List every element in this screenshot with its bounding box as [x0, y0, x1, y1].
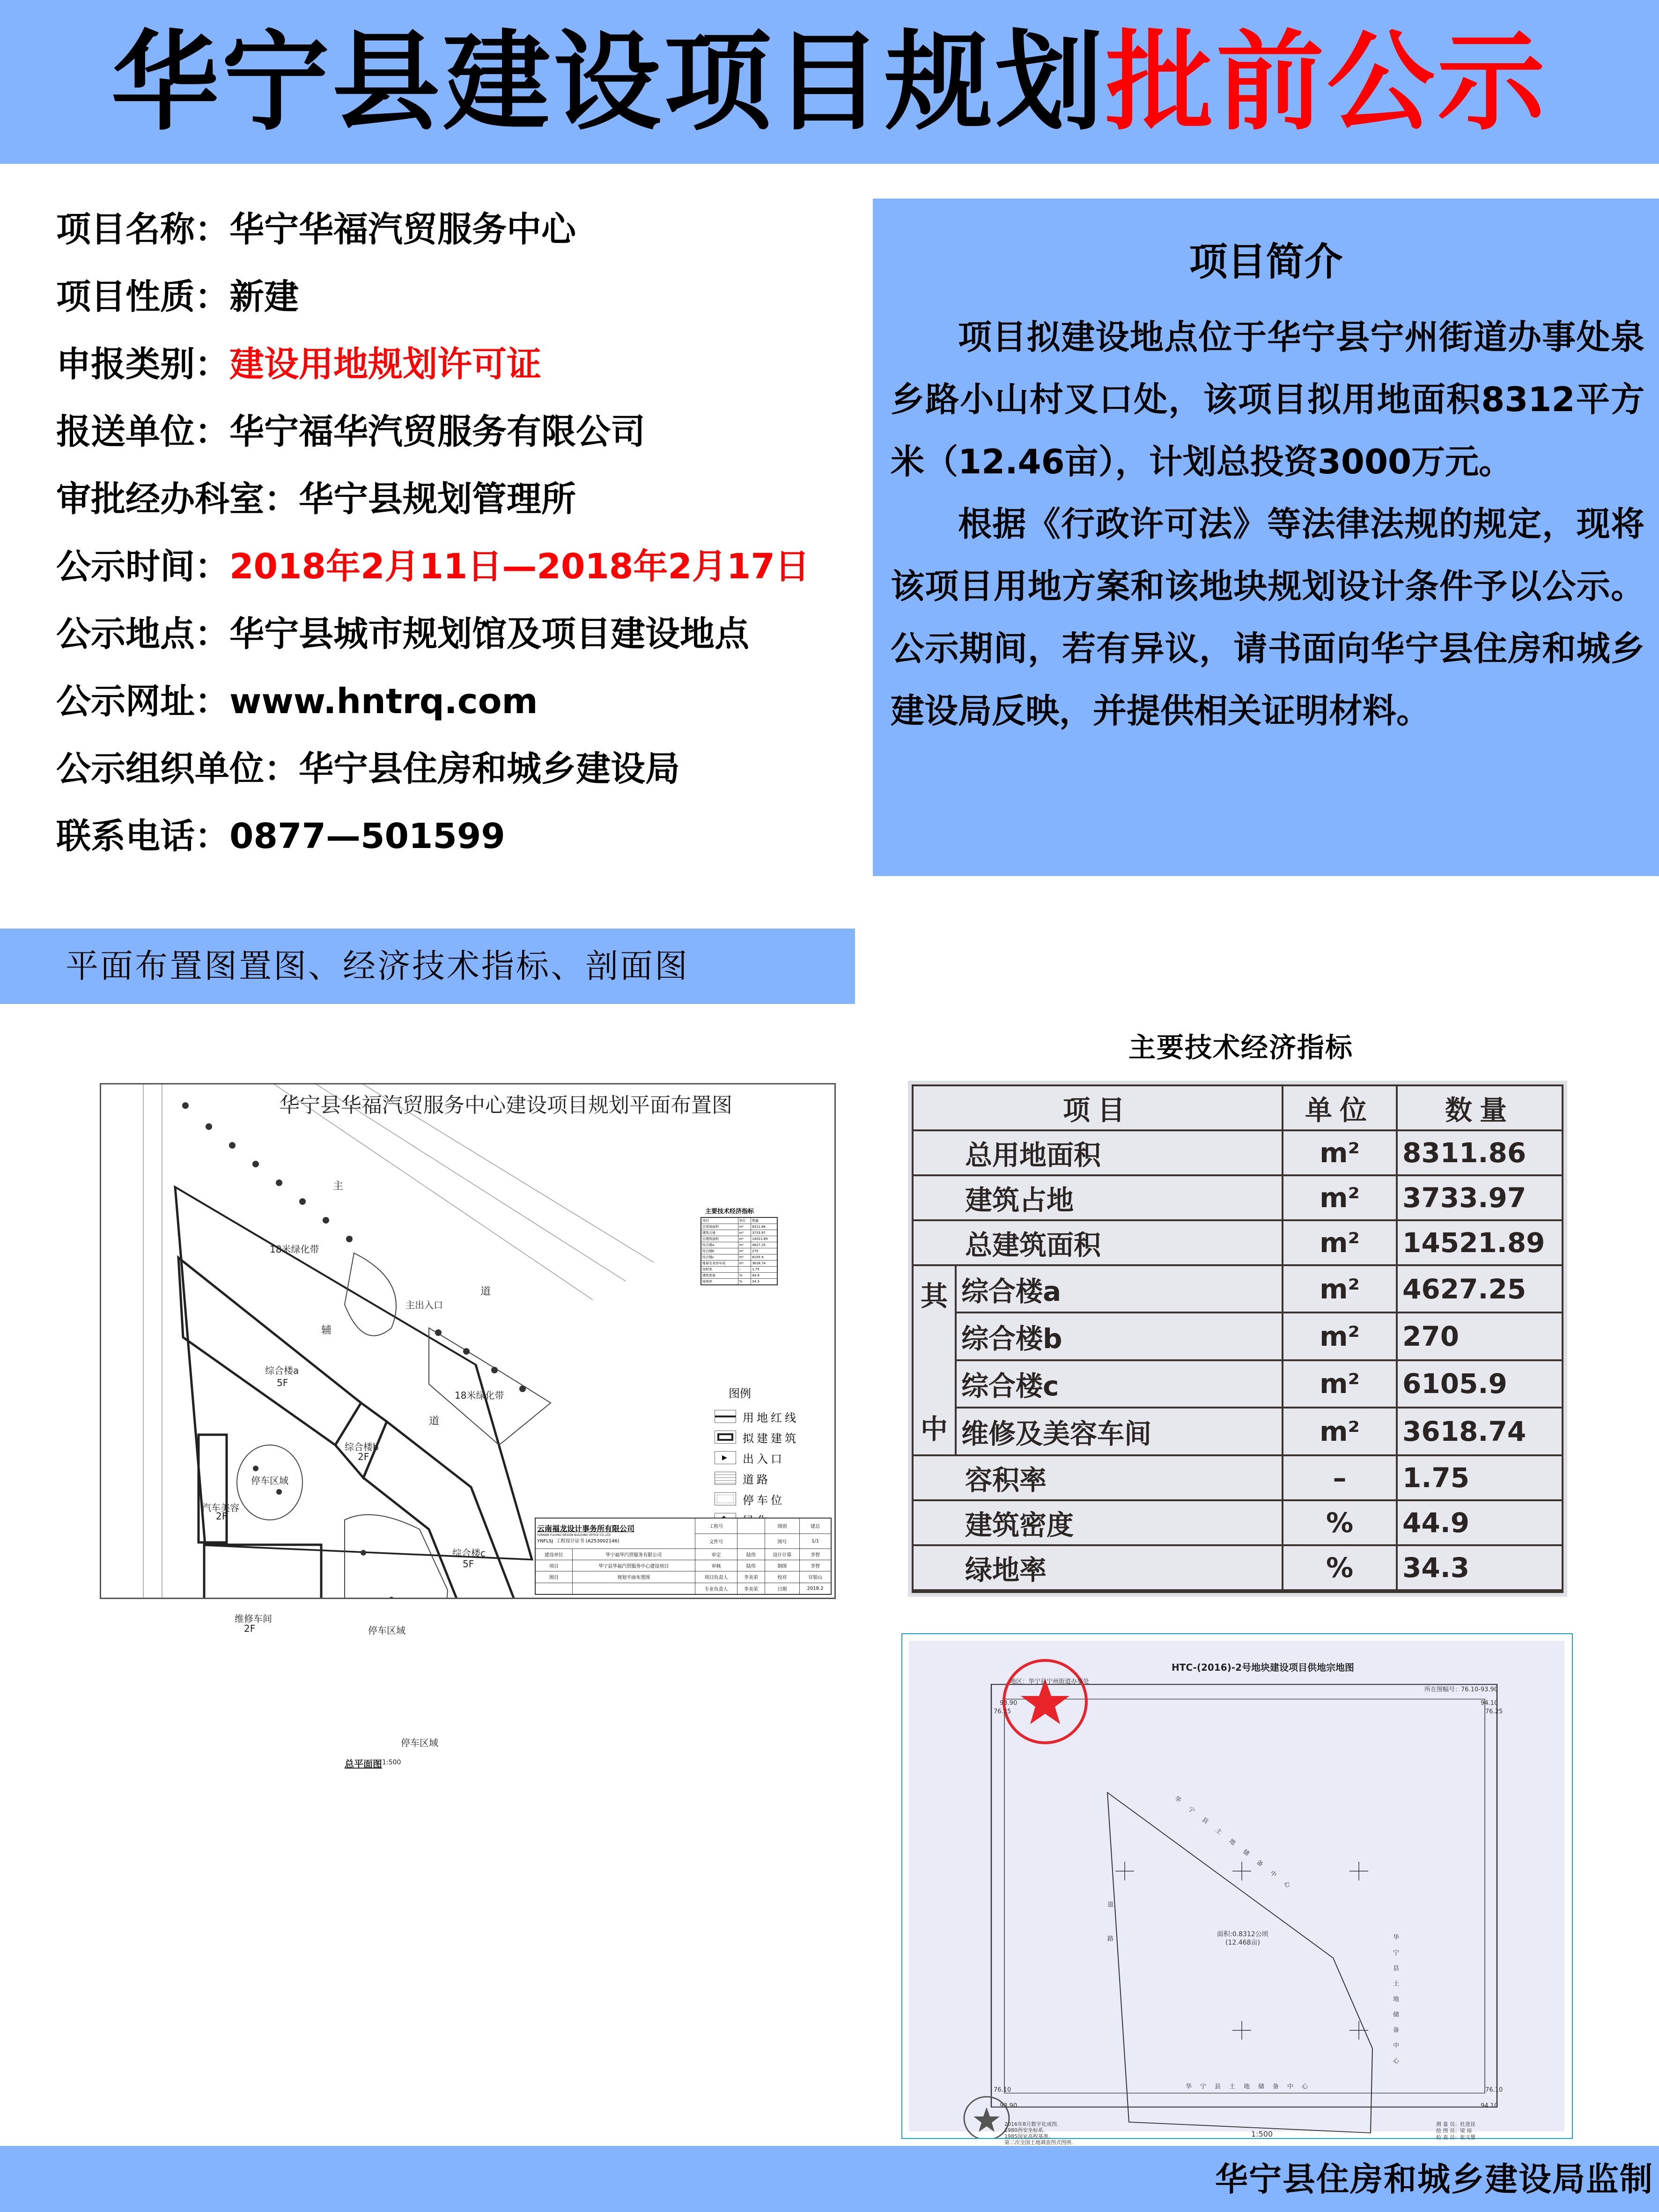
row-unit: m² [1283, 1130, 1397, 1175]
cell: m² [738, 1224, 751, 1230]
intro-paragraph: 项目拟建设地点位于华宁县宁州街道办事处泉乡路小山村叉口处，该项目拟用地面积8312平方米（12.46亩），计划总投资3000万元。 [891, 317, 1644, 481]
cell: m² [738, 1230, 751, 1236]
cell: 2018.2 [800, 1583, 831, 1594]
row-item: 绿地率 [913, 1545, 1283, 1590]
company-name: 云南福龙设计事务所有限公司 [537, 1524, 635, 1534]
parking-icon [715, 1492, 736, 1505]
cell: 建筑占地 [701, 1230, 738, 1236]
info-organizer [56, 745, 871, 792]
parcel-scale: 1:500 [1251, 2130, 1273, 2138]
info-value: 华宁县住房和城乡建设局 [299, 749, 680, 789]
cell: 华宁福华汽贸服务有限公司 [572, 1548, 695, 1560]
cell: 建设单位 [535, 1548, 572, 1560]
info-project-type [56, 273, 871, 320]
cell: 专业负责人 [695, 1583, 737, 1594]
table-row-empty [913, 1590, 1563, 1592]
cell: 制图 [765, 1560, 799, 1571]
row-item: 建筑占地 [913, 1175, 1283, 1220]
page-title-main: 华宁县建设项目规划 [111, 19, 1106, 145]
row-unit: m² [1283, 1312, 1397, 1360]
cell: 4627.25 [751, 1242, 777, 1248]
legend-item [715, 1468, 818, 1489]
land-parcel-map [901, 1633, 1573, 2146]
cell: 文件号 [695, 1534, 737, 1548]
table-row [913, 1500, 1563, 1545]
cell: 建总 [800, 1518, 831, 1534]
row-unit: % [1283, 1545, 1397, 1590]
info-project-name [56, 206, 871, 253]
label-parking: 停车区域 [368, 1625, 406, 1636]
cell: % [738, 1279, 751, 1285]
info-value: 华宁福华汽贸服务有限公司 [229, 412, 645, 452]
row-item: 综合楼c [956, 1360, 1283, 1408]
cell [535, 1583, 572, 1594]
label-plan-title: 总平面图 [345, 1758, 382, 1770]
row-item: 总建筑面积 [913, 1220, 1283, 1265]
legend-item [715, 1427, 818, 1447]
table-row [913, 1360, 1563, 1408]
note: 1980西安坐标系. [1004, 2127, 1045, 2133]
neighbor-label: 华宁县土地储备中心 [1392, 1934, 1399, 2073]
header-item: 项目 [913, 1085, 1283, 1130]
table-row [913, 1312, 1563, 1360]
cell: 6105.9 [751, 1254, 777, 1261]
info-phone [56, 813, 871, 860]
section-header-label: 平面布置图置图、经济技术指标、剖面图 [66, 947, 689, 985]
cell: 44.9 [751, 1273, 777, 1279]
info-label: 项目名称： [56, 209, 229, 250]
table-row [913, 1265, 1563, 1312]
phone-number: 0877—501599 [229, 816, 505, 856]
cell: m² [738, 1242, 751, 1248]
cell [572, 1583, 695, 1594]
cell [737, 1518, 765, 1534]
info-label: 报送单位： [56, 412, 229, 452]
cell: 审核 [695, 1560, 737, 1571]
cell: 270 [751, 1248, 777, 1254]
group-label-bottom: 中 [920, 1413, 948, 1445]
econ-indicators-table [908, 1081, 1567, 1597]
row-item: 综合楼b [956, 1312, 1283, 1360]
row-item: 建筑密度 [913, 1500, 1283, 1545]
table-row [913, 1455, 1563, 1500]
label-repair-workshop: 维修车间 [235, 1613, 272, 1624]
info-label: 项目性质： [56, 277, 229, 317]
cell: 设计计算 [765, 1548, 799, 1560]
header-banner [0, 0, 1659, 164]
cell: 容积率 [701, 1267, 738, 1273]
row-value: 3733.97 [1397, 1175, 1563, 1220]
cell: 图目 [535, 1571, 572, 1583]
neighbor-label: 道路 [1106, 1901, 1113, 1969]
group-label-top: 其 [920, 1280, 948, 1312]
note: 第二次全国土地调查图式图例. [1004, 2139, 1073, 2146]
row-unit: m² [1283, 1265, 1397, 1312]
cell: 建筑密度 [701, 1273, 738, 1279]
coord-label: 94.10 [1481, 2102, 1498, 2109]
row-value: 270 [1397, 1312, 1563, 1360]
cell: 校对 [765, 1571, 799, 1583]
info-notice-location [56, 611, 871, 657]
legend-item [715, 1489, 818, 1509]
coord-label: 76.25 [1485, 1708, 1503, 1715]
info-application-category [56, 341, 871, 388]
staff: 绘 图 员：梁 琼 [1436, 2128, 1472, 2134]
cell: 项目负责人 [695, 1571, 737, 1583]
staff: 检 查 员：张文慧 [1436, 2134, 1475, 2140]
legend-label: 拟建建筑 [743, 1431, 799, 1445]
cell: 项目 [701, 1217, 738, 1224]
table-row [913, 1130, 1563, 1175]
parcel-sheet-no: 所在图幅号：76.10-93.90 [1424, 1686, 1498, 1693]
info-value: 2018年2月11日—2018年2月17日 [229, 546, 810, 587]
coord-label: 93.90 [1000, 2102, 1018, 2109]
project-intro-panel [873, 199, 1659, 876]
table-row [913, 1408, 1563, 1455]
note: 1985国家高程基准. [1004, 2133, 1050, 2139]
row-value: 8311.86 [1397, 1130, 1563, 1175]
company-logo: YNFLSJ [537, 1539, 553, 1544]
group-label [913, 1265, 956, 1455]
footer-banner [0, 2146, 1659, 2212]
cell: 审定 [695, 1548, 737, 1560]
row-value: 3618.74 [1397, 1408, 1563, 1455]
label-repair-floors: 2F [244, 1623, 256, 1634]
info-submitting-unit [56, 408, 871, 455]
econ-table-caption: 主要技术经济指标 [1128, 1032, 1353, 1063]
table-row [913, 1545, 1563, 1590]
row-value: 6105.9 [1397, 1360, 1563, 1408]
info-value: 华宁县规划管理所 [299, 479, 576, 519]
coord-label: 76.25 [994, 1708, 1011, 1715]
row-value: 34.3 [1397, 1545, 1563, 1590]
parcel-area-mu: (12.468亩) [1225, 1939, 1260, 1947]
website-link[interactable]: www.hntrq.com [229, 681, 538, 722]
red-line-icon [715, 1410, 736, 1423]
staff: 测 量 员：杜进昆 [1436, 2121, 1475, 2127]
parcel-staff [1436, 2121, 1475, 2141]
intro-title: 项目简介 [1189, 240, 1343, 284]
cell: 陆伟 [737, 1548, 765, 1560]
neighbor-label: 华宁县土地储备中心 [1186, 2083, 1317, 2090]
info-label: 公示时间： [56, 546, 229, 587]
info-notice-period [56, 543, 871, 590]
cell: 李智 [800, 1548, 831, 1560]
section-header-bar [0, 929, 855, 1004]
cell: m² [738, 1248, 751, 1254]
intro-body [891, 306, 1644, 742]
cell [737, 1534, 765, 1548]
row-unit: m² [1283, 1408, 1397, 1455]
project-info-list [56, 206, 871, 880]
footer-issuer: 华宁县住房和城乡建设局监制 [1215, 2160, 1653, 2198]
row-unit: – [1283, 1455, 1397, 1500]
coord-label: 76.10 [994, 2087, 1011, 2094]
info-approval-office [56, 476, 871, 523]
cell: m² [738, 1236, 751, 1242]
cell: 绿地率 [701, 1279, 738, 1285]
legend-item [715, 1406, 818, 1427]
legend [715, 1384, 818, 1530]
row-item: 维修及美容车间 [956, 1408, 1283, 1455]
info-value: 华宁县城市规划馆及项目建设地点 [229, 614, 749, 654]
legend-label: 出入口 [743, 1452, 785, 1466]
info-value: 新建 [229, 277, 299, 317]
cell: 规划平面布置图 [572, 1571, 695, 1583]
mini-econ-table [700, 1217, 778, 1285]
info-label: 申报类别： [56, 344, 229, 384]
info-label: 联系电话： [56, 816, 229, 856]
cell: 综合楼b [701, 1248, 738, 1254]
page-title [0, 0, 1659, 164]
intro-paragraph: 根据《行政许可法》等法律法规的规定，现将该项目用地方案和该地块规划设计条件予以公示。公示期间，若有异议，请书面向华宁县住房和城乡建设局反映，并提供相关证明材料。 [891, 504, 1644, 730]
coord-label: 94.10 [1481, 1700, 1498, 1707]
label-main-entrance: 主出入口 [406, 1299, 443, 1311]
row-item: 综合楼a [956, 1265, 1283, 1312]
company-block [535, 1518, 695, 1548]
cell: 李智 [800, 1560, 831, 1571]
label-building-a: 综合楼a [265, 1365, 299, 1376]
legend-label: 用地红线 [743, 1411, 799, 1424]
mini-table-caption: 主要技术经济指标 [705, 1208, 754, 1215]
legend-item [715, 1447, 818, 1468]
row-item: 容积率 [913, 1455, 1283, 1500]
cell: – [738, 1267, 751, 1273]
label-scale: 1:500 [382, 1759, 401, 1766]
info-label: 公示网址： [56, 681, 229, 722]
parcel-map-title: HTC-(2016)-2号地块建设项目供地宗地图 [1172, 1662, 1354, 1673]
cell: 8311.86 [751, 1224, 777, 1230]
legend-label: 道路 [743, 1473, 771, 1486]
cell: 1/1 [800, 1534, 831, 1548]
cell: 官银山 [800, 1571, 831, 1583]
cell: 日期 [765, 1583, 799, 1594]
legend-title: 图例 [729, 1387, 751, 1400]
info-value: 建设用地规划许可证 [229, 344, 541, 384]
cell: 维修及美容车间 [701, 1261, 738, 1267]
cell: 项目 [535, 1560, 572, 1571]
cell: 总建筑面积 [701, 1236, 738, 1242]
cell: 3733.97 [751, 1230, 777, 1236]
row-unit: % [1283, 1500, 1397, 1545]
label-main-road: 主 [333, 1180, 344, 1192]
cell: 34.3 [751, 1279, 777, 1285]
parcel-location: 地区：华宁县宁州街道办事处 [1010, 1678, 1090, 1685]
cell: 李美荣 [737, 1583, 765, 1594]
cell: 图别 [765, 1518, 799, 1534]
cell: 总用地面积 [701, 1224, 738, 1230]
header-unit: 单位 [1283, 1085, 1397, 1130]
row-unit: m² [1283, 1175, 1397, 1220]
row-item: 总用地面积 [913, 1130, 1283, 1175]
building-icon [715, 1430, 736, 1444]
table-header-row [913, 1085, 1563, 1130]
cell: 陆伟 [737, 1560, 765, 1571]
label-green-belt: 18米绿化带 [270, 1244, 319, 1255]
parcel-area: 面积:0.8312公顷 [1217, 1931, 1268, 1938]
label-car-beauty-floors: 2F [216, 1511, 228, 1522]
cell: 单位 [738, 1217, 751, 1224]
cell: 综合楼c [701, 1254, 738, 1261]
label-car-beauty: 汽车美容 [202, 1502, 239, 1513]
info-value: 华宁华福汽贸服务中心 [229, 209, 576, 250]
page-title-highlight: 批前公示 [1106, 19, 1548, 145]
cell: 数量 [751, 1217, 777, 1224]
label-aux-road: 辅 [321, 1325, 332, 1336]
site-plan-drawing [100, 1083, 836, 1770]
label-parking: 停车区域 [251, 1475, 288, 1486]
row-value: 44.9 [1397, 1500, 1563, 1545]
row-unit: m² [1283, 1360, 1397, 1408]
coord-label: 76.10 [1485, 2087, 1503, 2094]
drawing-title-block [535, 1518, 832, 1595]
header-value: 数量 [1397, 1085, 1563, 1130]
cell: 3618.74 [751, 1261, 777, 1267]
cell: % [738, 1273, 751, 1279]
cell: m² [738, 1261, 751, 1267]
site-plan-title: 华宁县华福汽贸服务中心建设项目规划平面布置图 [279, 1093, 732, 1117]
legend-label: 停车位 [743, 1493, 785, 1507]
label-building-a-floors: 5F [277, 1377, 288, 1388]
cell: 综合楼a [701, 1242, 738, 1248]
table-row [913, 1175, 1563, 1220]
econ-table [912, 1084, 1563, 1593]
cell: 1.75 [751, 1267, 777, 1273]
cell: m² [738, 1254, 751, 1261]
info-notice-website [56, 678, 871, 725]
label-building-b-floors: 2F [358, 1451, 369, 1462]
road-icon [715, 1472, 736, 1485]
table-row [913, 1220, 1563, 1265]
row-unit: m² [1283, 1220, 1397, 1265]
info-label: 公示组织单位： [56, 749, 299, 789]
cell: 14521.89 [751, 1236, 777, 1242]
parcel-notes [1004, 2121, 1073, 2146]
cell: 华宁县华福汽贸服务中心建设项目 [572, 1560, 695, 1571]
cert-no: 工程设计证书 (A253002146) [556, 1539, 619, 1544]
label-building-b: 综合楼b [345, 1441, 379, 1453]
cell: 工程号 [695, 1518, 737, 1534]
label-parking: 停车区域 [401, 1737, 438, 1748]
row-value: 14521.89 [1397, 1220, 1563, 1265]
label-green-belt: 18米绿化带 [455, 1390, 504, 1401]
label-building-c: 综合楼c [452, 1548, 486, 1559]
cell: 图号 [765, 1534, 799, 1548]
cell: 李美荣 [737, 1571, 765, 1583]
info-label: 公示地点： [56, 614, 229, 654]
row-value: 1.75 [1397, 1455, 1563, 1500]
neighbor-label: 华宁县土地储备中心 [1173, 1795, 1300, 1896]
info-label: 审批经办科室： [56, 479, 299, 519]
note: 2016年8月数字化成图. [1004, 2121, 1059, 2127]
company-name-en: YUNNAN FULONG DESIGN BUILDING OFFICE CO.,LTD [537, 1534, 611, 1537]
row-value: 4627.25 [1397, 1265, 1563, 1312]
label-aux-road: 道 [429, 1416, 440, 1427]
entrance-icon: ▶ [715, 1451, 736, 1464]
coord-label: 93.90 [1000, 1700, 1018, 1707]
label-building-c-floors: 5F [463, 1558, 474, 1570]
label-main-road: 道 [480, 1286, 491, 1298]
